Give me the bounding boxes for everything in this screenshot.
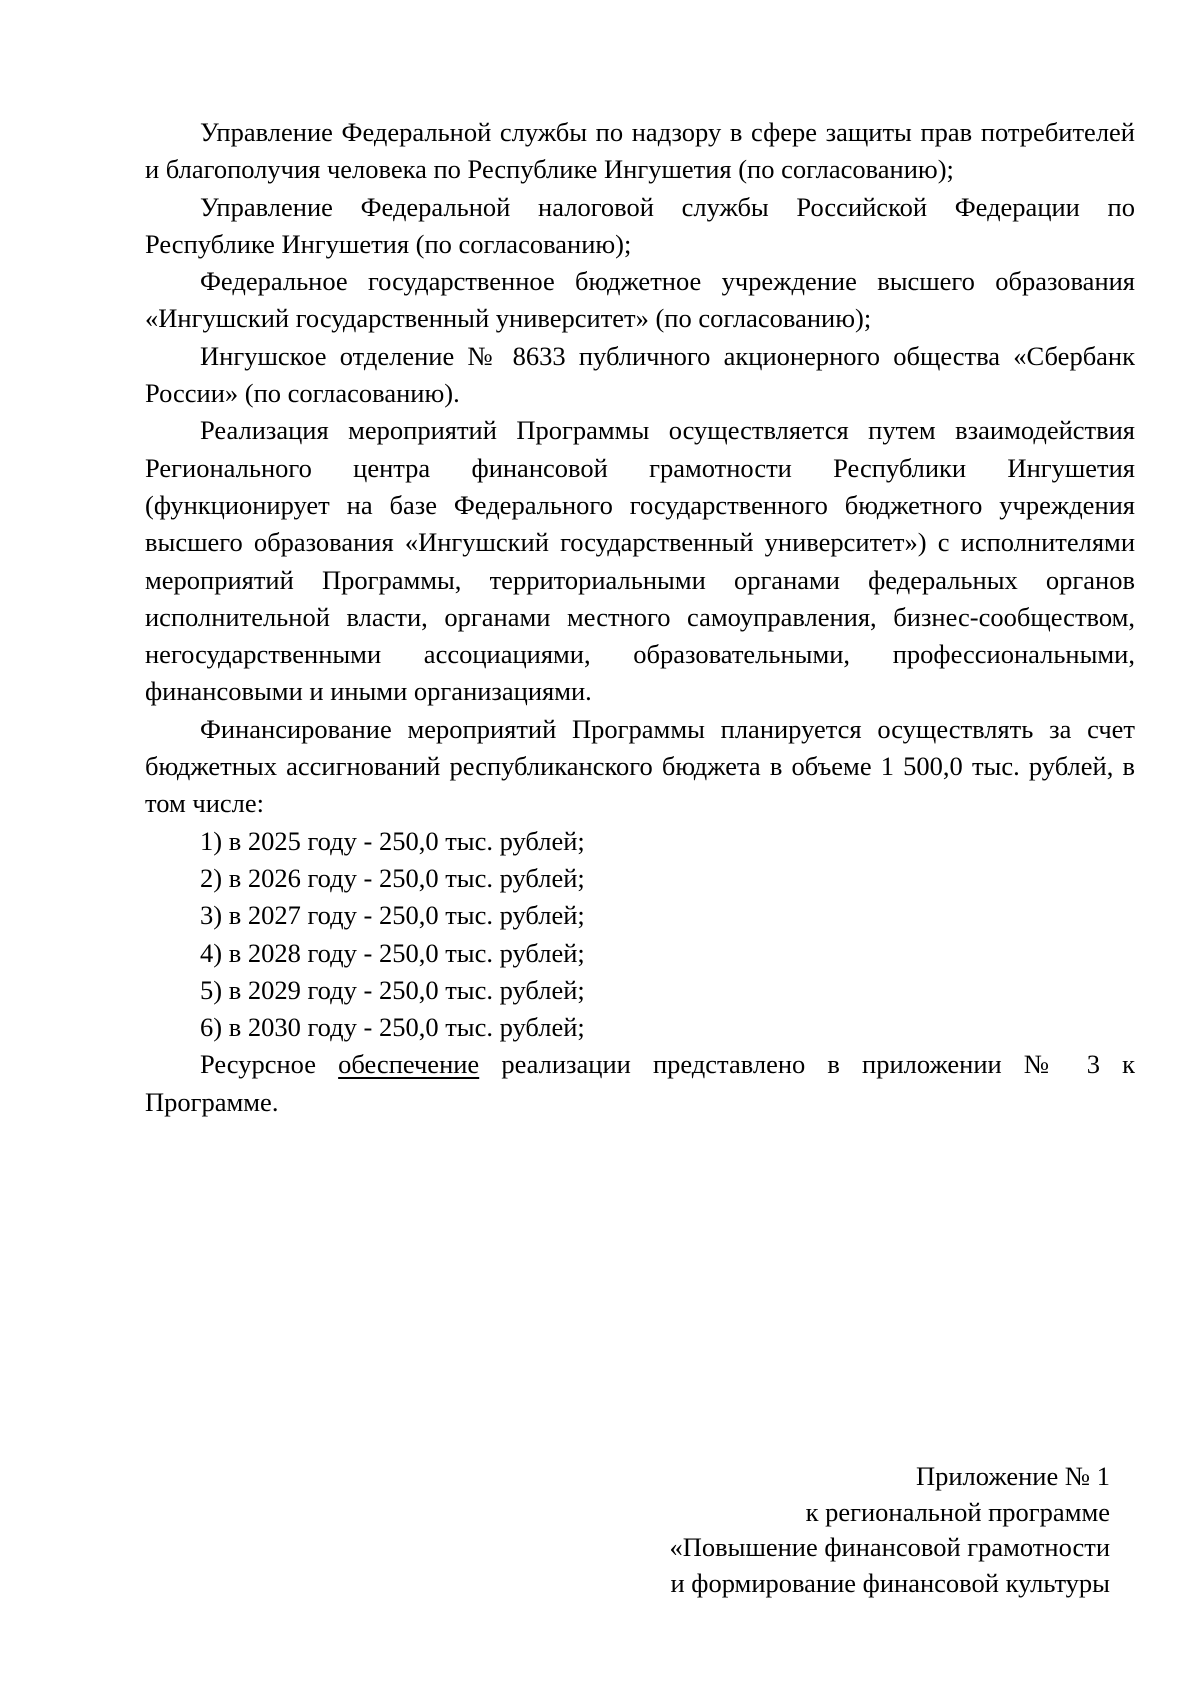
document-body <box>145 114 1135 1121</box>
paragraph-resource-support <box>145 1046 1135 1121</box>
appendix-header <box>510 1459 1110 1601</box>
funding-item-2025: 1) в 2025 году - 250,0 тыс. рублей; <box>200 825 585 856</box>
funding-item-2030: 6) в 2030 году - 250,0 тыс. рублей; <box>200 1012 585 1043</box>
paragraph-rospotrebnadzor: Управление Федеральной службы по надзору в сфере защиты прав потребителей и благополучия человека по Республике Ингушетия (по согласованию); <box>145 117 1135 185</box>
funding-item-2028: 4) в 2028 году - 250,0 тыс. рублей; <box>200 937 585 968</box>
paragraph-financing: Финансирование мероприятий Программы планируется осуществлять за счет бюджетных ассигнований республиканского бюджета в объеме 1 500,0 тыс. рублей, в том числе: <box>145 713 1135 819</box>
paragraph-sberbank: Ингушское отделение № 8633 публичного акционерного общества «Сбербанк России» (по согласованию). <box>145 340 1135 409</box>
appendix-number: Приложение № 1 <box>915 1461 1110 1491</box>
resource-text-after: реализации представлено в приложении № 3 к Программе. <box>145 1049 1135 1117</box>
resource-support-link[interactable]: обеспечение <box>338 1049 480 1080</box>
funding-item-2026: 2) в 2026 году - 250,0 тыс. рублей; <box>200 862 585 893</box>
funding-item-2027: 3) в 2027 году - 250,0 тыс. рублей; <box>200 900 585 931</box>
appendix-program-title-line2: и формирование финансовой культуры <box>670 1567 1110 1598</box>
appendix-program-title-line1: «Повышение финансовой грамотности <box>669 1532 1110 1562</box>
resource-text-before: Ресурсное <box>200 1049 339 1080</box>
paragraph-tax-service: Управление Федеральной налоговой службы Российской Федерации по Республике Ингушетия (по согласованию); <box>145 191 1135 259</box>
funding-item-2029: 5) в 2029 году - 250,0 тыс. рублей; <box>200 974 585 1005</box>
appendix-program-ref: к региональной программе <box>805 1496 1110 1527</box>
paragraph-implementation: Реализация мероприятий Программы осуществляется путем взаимодействия Регионального центра финансовой грамотности Республики Ингушетия (функционирует на базе Федерального государственного бюджетного учреждения высшего образования «Ингушский государственный университет») с исполнителями мероприятий Программы, территориальными органами федеральных органов исполнительной власти, органами местного самоуправления, бизнес-сообществом, негосударственными ассоциациями, образовательными, профессиональными, финансовыми и иными организациями. <box>145 415 1135 707</box>
paragraph-university: Федеральное государственное бюджетное учреждение высшего образования «Ингушский государственный университет» (по согласованию); <box>145 266 1135 334</box>
